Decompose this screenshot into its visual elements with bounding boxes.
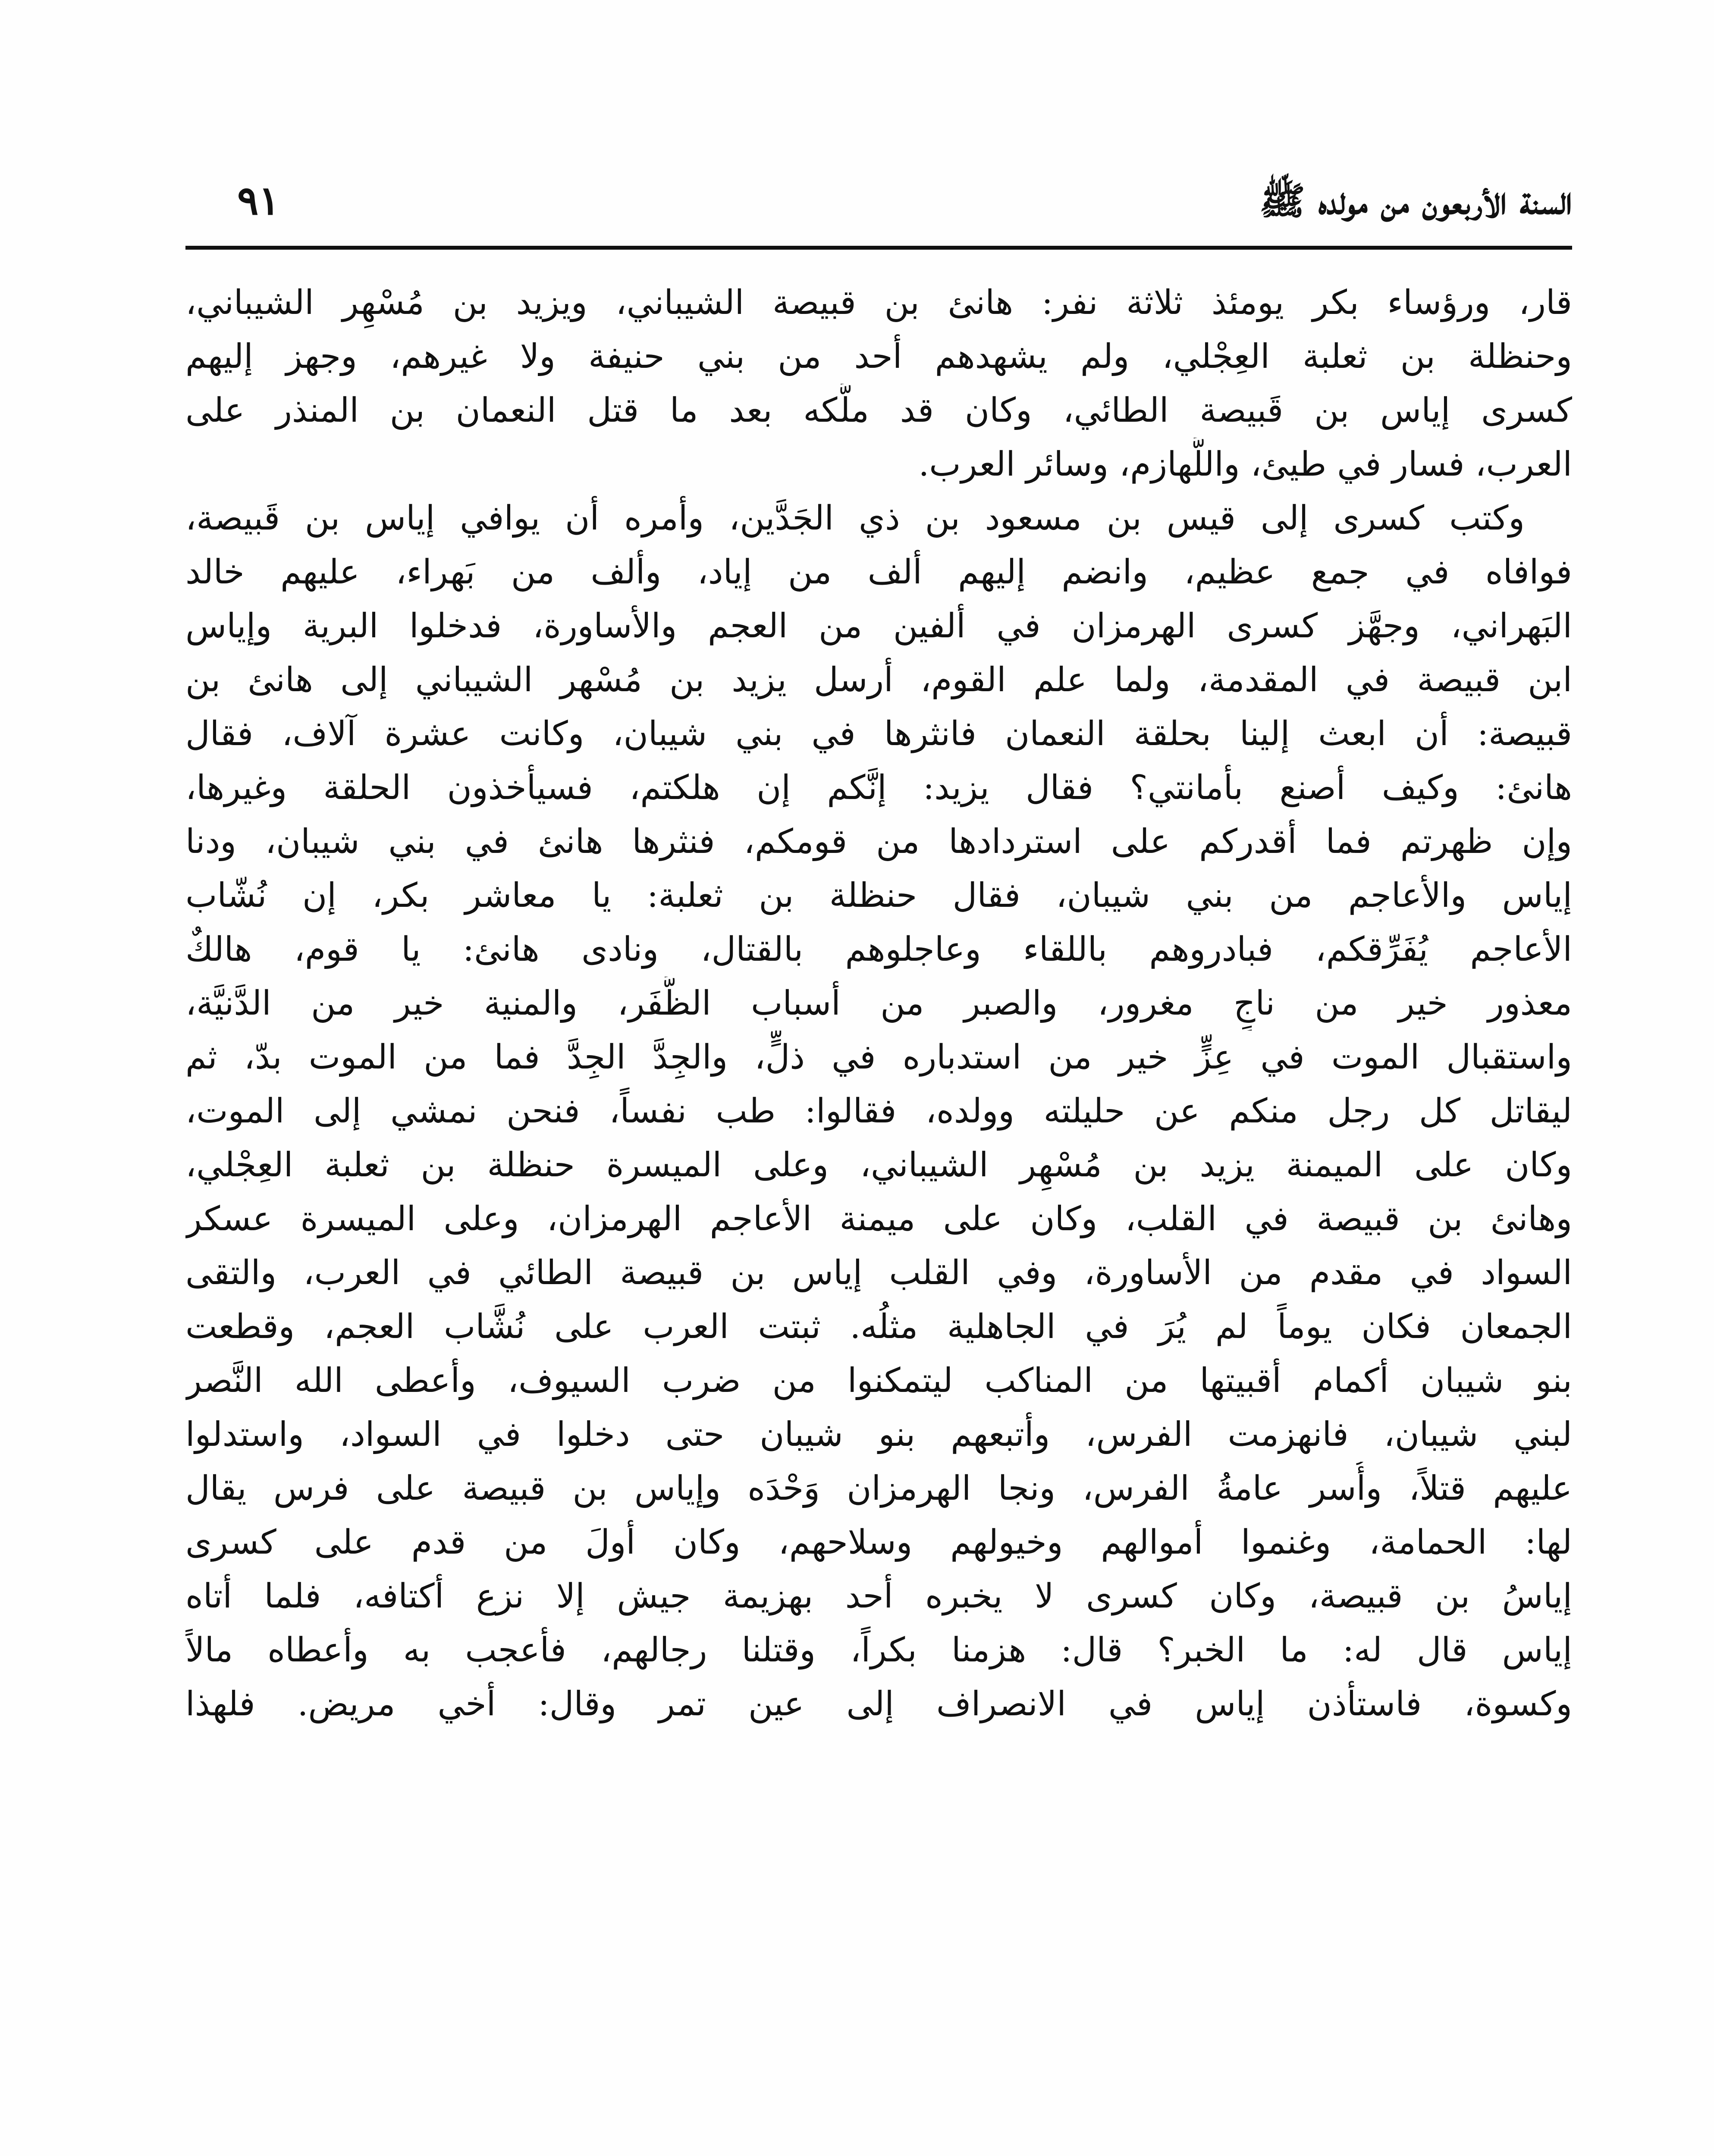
text-line: الجمعان فكان يوماً لم يُرَ في الجاهلية مثلُه. ثبتت العرب على نُشَّاب العجم، وقطعت	[185, 1307, 1572, 1346]
text-line: وكسوة، فاستأذن إياس في الانصراف إلى عين تمر وقال: أخي مريض. فلهذا	[185, 1685, 1572, 1724]
text-line: ليقاتل كل رجل منكم عن حليلته وولده، فقالوا: طب نفساً، فنحن نمشي إلى الموت،	[185, 1092, 1572, 1131]
text-line: وحنظلة بن ثعلبة العِجْلي، ولم يشهدهم أحد من بني حنيفة ولا غيرهم، وجهز إليهم	[185, 337, 1572, 376]
text-line: قبيصة: أن ابعث إلينا بحلقة النعمان فانثرها في بني شيبان، وكانت عشرة آلاف، فقال	[185, 714, 1572, 753]
text-line: فوافاه في جمع عظيم، وانضم إليهم ألف من إياد، وألف من بَهراء، عليهم خالد	[185, 553, 1572, 592]
text-line: بنو شيبان أكمام أقبيتها من المناكب ليتمكنوا من ضرب السيوف، وأعطى الله النَّصر	[185, 1361, 1572, 1400]
running-title: السنة الأربعون من مولده ﷺ	[1259, 178, 1572, 223]
page-header	[185, 172, 1572, 237]
text-line: العرب، فسار في طيئ، واللَّهازم، وسائر العرب.	[918, 445, 1572, 484]
text-line: ابن قبيصة في المقدمة، ولما علم القوم، أرسل يزيد بن مُسْهر الشيباني إلى هانئ بن	[185, 661, 1572, 699]
text-line: وكتب كسرى إلى قيس بن مسعود بن ذي الجَدَّين، وأمره أن يوافي إياس بن قَبيصة،	[185, 499, 1525, 538]
text-line: إياسُ بن قبيصة، وكان كسرى لا يخبره أحد بهزيمة جيش إلا نزع أكتافه، فلما أتاه	[185, 1577, 1572, 1616]
text-line: إياس قال له: ما الخبر؟ قال: هزمنا بكراً، وقتلنا رجالهم، فأعجب به وأعطاه مالاً	[185, 1631, 1572, 1670]
text-line: لبني شيبان، فانهزمت الفرس، وأتبعهم بنو شيبان حتى دخلوا في السواد، واستدلوا	[185, 1415, 1572, 1454]
text-line: هانئ: وكيف أصنع بأمانتي؟ فقال يزيد: إنَّكم إن هلكتم، فسيأخذون الحلقة وغيرها،	[185, 768, 1572, 807]
text-line: البَهراني، وجهَّز كسرى الهرمزان في ألفين من العجم والأساورة، فدخلوا البرية وإياس	[185, 607, 1572, 646]
text-line: لها: الحمامة، وغنموا أموالهم وخيولهم وسلاحهم، وكان أولَ من قدم على كسرى	[185, 1523, 1572, 1562]
text-line: الأعاجم يُفَرِّقكم، فبادروهم باللقاء وعاجلوهم بالقتال، ونادى هانئ: يا قوم، هالكٌ	[185, 930, 1572, 969]
text-line: قار، ورؤساء بكر يومئذ ثلاثة نفر: هانئ بن قبيصة الشيباني، ويزيد بن مُسْهِر الشيباني،	[185, 283, 1572, 322]
text-line: معذور خير من ناجٍ مغرور، والصبر من أسباب الظَّفَر، والمنية خير من الدَّنيَّة،	[185, 984, 1572, 1023]
text-line: إياس والأعاجم من بني شيبان، فقال حنظلة بن ثعلبة: يا معاشر بكر، إن نُشّاب	[185, 876, 1572, 915]
paragraph-2	[185, 492, 1572, 1731]
body-text	[185, 276, 1572, 1731]
text-line: عليهم قتلاً، وأُسر عامةُ الفرس، ونجا الهرمزان وَحْدَه وإياس بن قبيصة على فرس يقال	[185, 1469, 1572, 1508]
text-line: وهانئ بن قبيصة في القلب، وكان على ميمنة الأعاجم الهرمزان، وعلى الميسرة عسكر	[185, 1200, 1572, 1238]
page-number: ٩١	[237, 177, 280, 224]
text-line: وإن ظهرتم فما أقدركم على استردادها من قومكم، فنثرها هانئ في بني شيبان، ودنا	[185, 822, 1572, 861]
header-rule	[185, 246, 1572, 250]
text-line: كسرى إياس بن قَبيصة الطائي، وكان قد ملَّكه بعد ما قتل النعمان بن المنذر على	[185, 391, 1572, 430]
text-line: واستقبال الموت في عِزٍّ خير من استدباره في ذلٍّ، والجِدَّ الجِدَّ فما من الموت بدّ، ثم	[185, 1038, 1572, 1077]
text-line: السواد في مقدم من الأساورة، وفي القلب إياس بن قبيصة الطائي في العرب، والتقى	[185, 1253, 1572, 1292]
paragraph-1	[185, 276, 1572, 492]
text-line: وكان على الميمنة يزيد بن مُسْهِر الشيباني، وعلى الميسرة حنظلة بن ثعلبة العِجْلي،	[185, 1146, 1572, 1185]
